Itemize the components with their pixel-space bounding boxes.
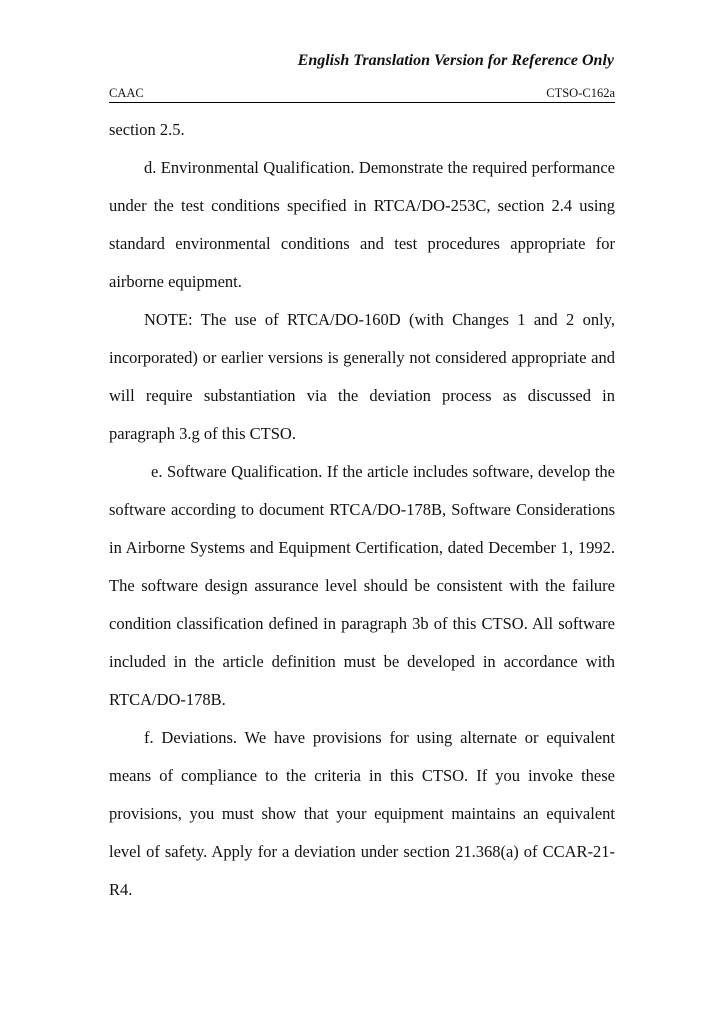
paragraph-note: NOTE: The use of RTCA/DO-160D (with Changes 1 and 2 only, incorporated) or earlier versions is generally not considered appropriate and will require substantiation via the deviation process as discussed in paragraph 3.g of this CTSO. bbox=[109, 310, 615, 443]
paragraph-section-ref: section 2.5. bbox=[109, 120, 185, 139]
paragraph-software-qualification: e. Software Qualification. If the article includes software, develop the software according to document RTCA/DO-178B, Software Considerations in Airborne Systems and Equipment Certification, dated December 1, 1992. The software design assurance level should be consistent with the failure condition classification defined in paragraph 3b of this CTSO. All software included in the article definition must be developed in accordance with RTCA/DO-178B. bbox=[109, 462, 615, 709]
translation-banner: English Translation Version for Reference Only bbox=[297, 52, 614, 69]
header-org: CAAC bbox=[109, 86, 144, 100]
paragraph-environmental-qualification: d. Environmental Qualification. Demonstrate the required performance under the test conditions specified in RTCA/DO-253C, section 2.4 using standard environmental conditions and test procedures appropriate for airborne equipment. bbox=[109, 158, 615, 291]
header-doc-id: CTSO-C162a bbox=[546, 86, 615, 100]
document-body bbox=[109, 111, 615, 909]
paragraph-deviations: f. Deviations. We have provisions for using alternate or equivalent means of compliance to the criteria in this CTSO. If you invoke these provisions, you must show that your equipment maintains an equivalent level of safety. Apply for a deviation under section 21.368(a) of CCAR-21-R4. bbox=[109, 728, 615, 899]
page-header bbox=[109, 86, 615, 103]
